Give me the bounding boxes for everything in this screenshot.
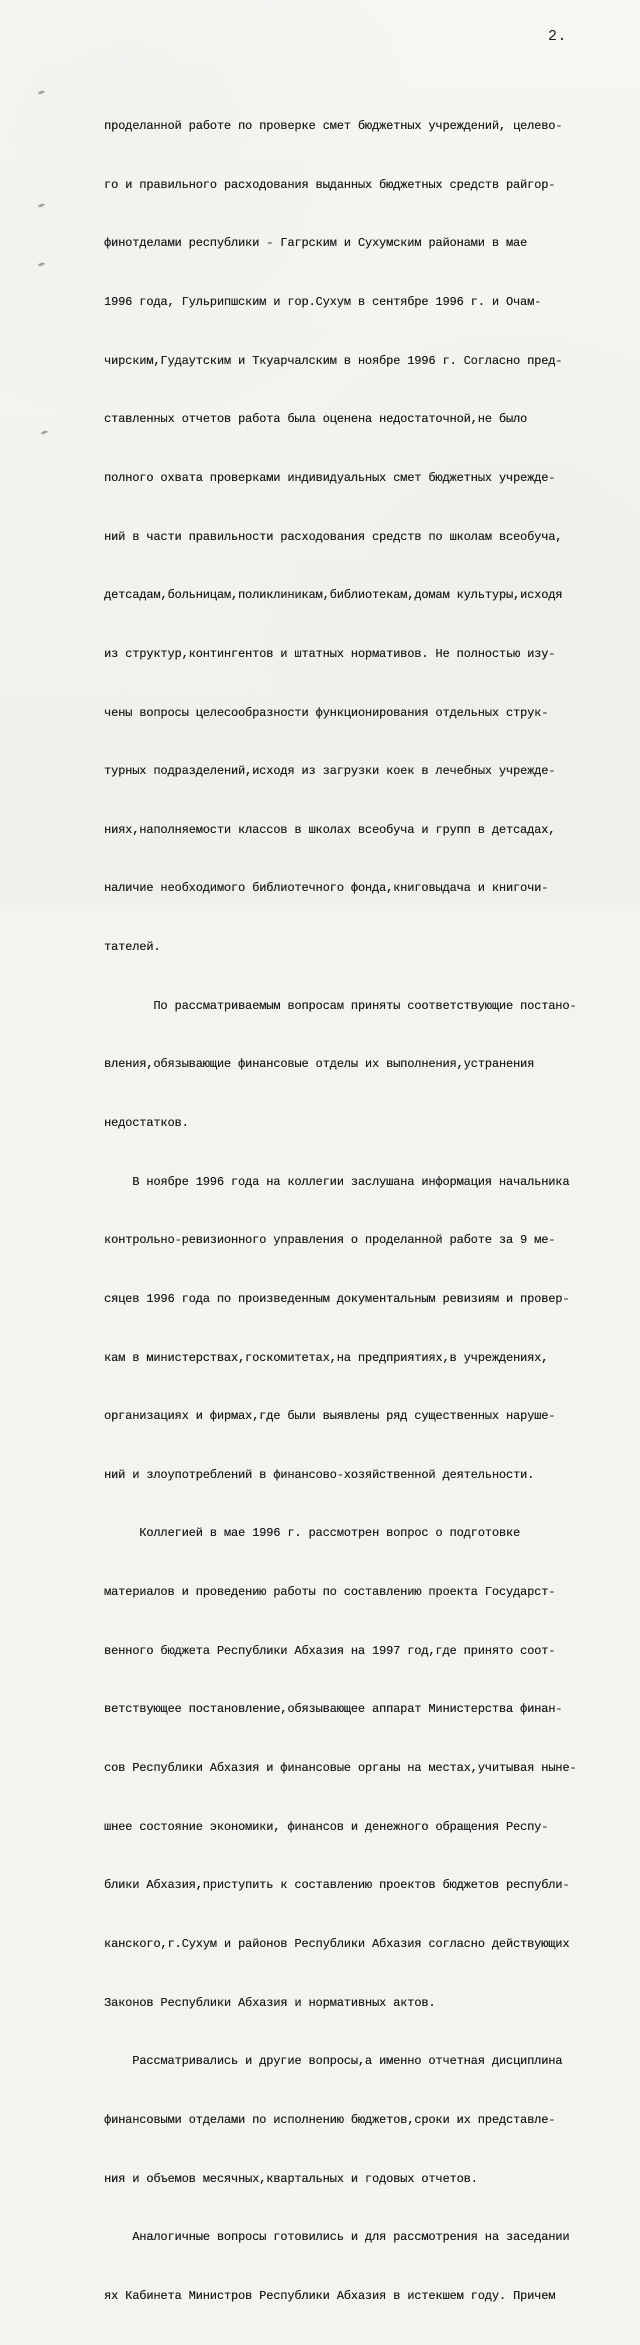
text-line-36: ния и объемов месячных,квартальных и годовых отчетов. xyxy=(104,2171,478,2186)
text-line-14: наличие необходимого библиотечного фонда,книговыдача и книгочи- xyxy=(104,881,549,896)
text-line-2: го и правильного расходования выданных бюджетных средств райгор- xyxy=(104,177,556,192)
text-line-24: ний и злоупотреблений в финансово-хозяйственной деятельности. xyxy=(104,1467,535,1482)
text-line-4: 1996 года, Гульрипшским и гор.Сухум в сентябре 1996 г. и Очам- xyxy=(104,295,542,310)
text-line-3: финотделами республики - Гагрским и Сухумским районами в мае xyxy=(104,236,528,251)
text-line-30: шнее состояние экономики, финансов и денежного обращения Респу- xyxy=(104,1819,549,1834)
text-line-21: сяцев 1996 года по произведенным документальным ревизиям и провер- xyxy=(104,1291,570,1306)
margin-mark-bottom xyxy=(41,430,48,435)
text-line-25: Коллегией в мае 1996 г. рассмотрен вопрос о подготовке xyxy=(104,1526,521,1541)
document-body xyxy=(104,78,629,2345)
text-line-17: вления,обязывающие финансовые отделы их выполнения,устранения xyxy=(104,1057,535,1072)
text-line-37: Аналогичные вопросы готовились и для рассмотрения на заседании xyxy=(104,2230,570,2245)
text-line-16: По рассматриваемым вопросам приняты соответствующие постано- xyxy=(104,998,577,1013)
text-line-28: ветствующее постановление,обязывающее аппарат Министерства финан- xyxy=(104,1702,563,1717)
text-line-1: проделанной работе по проверке смет бюджетных учреждений, целево- xyxy=(104,119,563,134)
text-line-9: детсадам,больницам,поликлиникам,библиотекам,домам культуры,исходя xyxy=(104,588,563,603)
text-line-23: организациях и фирмах,где были выявлены ряд существенных наруше- xyxy=(104,1409,556,1424)
text-line-13: ниях,наполняемости классов в школах всеобуча и групп в детсадах, xyxy=(104,822,556,837)
margin-mark-top xyxy=(38,90,45,95)
text-line-26: материалов и проведению работы по составлению проекта Государст- xyxy=(104,1585,556,1600)
text-line-32: канского,г.Сухум и районов Республики Абхазия согласно действующих xyxy=(104,1936,570,1951)
text-line-27: венного бюджета Республики Абхазия на 1997 год,где принято соот- xyxy=(104,1643,556,1658)
page-number: 2. xyxy=(548,28,568,45)
text-line-34: Рассматривались и другие вопросы,а именно отчетная дисциплина xyxy=(104,2054,563,2069)
text-line-20: контрольно-ревизионного управления о проделанной работе за 9 ме- xyxy=(104,1233,556,1248)
text-line-12: турных подразделений,исходя из загрузки коек в лечебных учрежде- xyxy=(104,764,556,779)
text-line-29: сов Республики Абхазия и финансовые органы на местах,учитывая ныне- xyxy=(104,1761,577,1776)
text-line-22: кам в министерствах,госкомитетах,на предприятиях,в учреждениях, xyxy=(104,1350,549,1365)
text-line-31: блики Абхазия,приступить к составлению проектов бюджетов республи- xyxy=(104,1878,570,1893)
text-line-15: тателей. xyxy=(104,940,161,955)
margin-mark-middle xyxy=(38,203,45,208)
text-line-35: финансовыми отделами по исполнению бюджетов,сроки их представле- xyxy=(104,2112,556,2127)
text-line-18: недостатков. xyxy=(104,1115,189,1130)
text-line-7: полного охвата проверками индивидуальных смет бюджетных учрежде- xyxy=(104,470,556,485)
text-line-5: чирским,Гудаутским и Ткуарчалским в ноябре 1996 г. Согласно пред- xyxy=(104,353,563,368)
text-line-38: ях Кабинета Министров Республики Абхазия в истекшем году. Причем xyxy=(104,2288,556,2303)
margin-mark-lower xyxy=(38,262,45,267)
text-line-11: чены вопросы целесообразности функционирования отдельных струк- xyxy=(104,705,549,720)
text-line-33: Законов Республики Абхазия и нормативных актов. xyxy=(104,1995,436,2010)
text-line-6: ставленных отчетов работа была оценена недостаточной,не было xyxy=(104,412,528,427)
text-line-19: В ноябре 1996 года на коллегии заслушана информация начальника xyxy=(104,1174,570,1189)
text-line-10: из структур,контингентов и штатных нормативов. Не полностью изу- xyxy=(104,646,556,661)
text-line-8: ний в части правильности расходования средств по школам всеобуча, xyxy=(104,529,563,544)
